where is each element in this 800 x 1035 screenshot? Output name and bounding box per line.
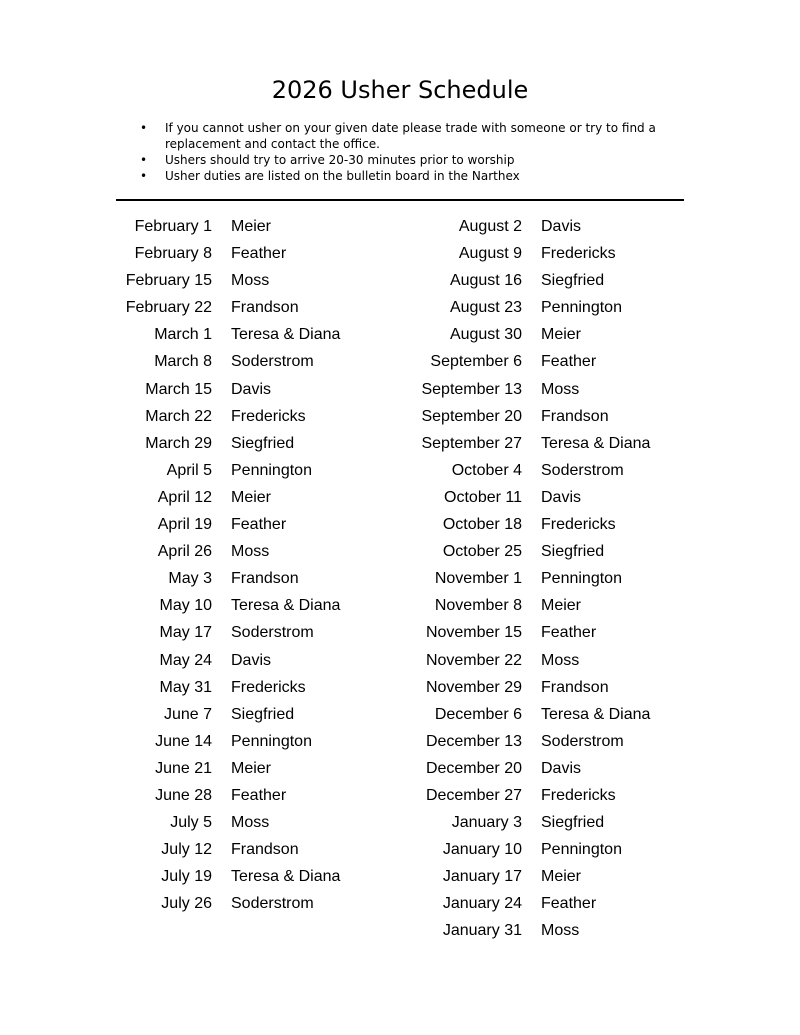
schedule-row (400, 890, 650, 917)
schedule-date: August 30 (449, 326, 522, 344)
schedule-row (400, 267, 650, 294)
usher-name: Siegfried (541, 272, 605, 290)
schedule-date: March 15 (145, 380, 212, 398)
usher-name: Soderstrom (231, 624, 314, 642)
usher-name: Pennington (231, 732, 312, 750)
schedule-row (400, 782, 650, 809)
schedule-row (100, 728, 340, 755)
schedule-row (100, 267, 340, 294)
usher-name: Moss (541, 380, 580, 398)
schedule-date: April 26 (157, 543, 212, 561)
schedule-date: November 8 (434, 597, 522, 615)
schedule-date: March 22 (145, 407, 212, 425)
divider (116, 199, 684, 201)
usher-name: Meier (541, 868, 582, 886)
page-title: 2026 Usher Schedule (271, 76, 529, 104)
schedule-date: January 24 (442, 895, 522, 913)
usher-name: Siegfried (231, 434, 295, 452)
schedule-row (400, 430, 650, 457)
schedule-date: August 16 (449, 272, 522, 290)
schedule-date: July 12 (161, 841, 212, 859)
schedule-row (100, 647, 340, 674)
instruction-item: • Ushers should try to arrive 20-30 minutes prior to worship (116, 152, 676, 168)
schedule-date: June 21 (155, 759, 212, 777)
schedule-date: May 3 (168, 570, 212, 588)
schedule-row (100, 674, 340, 701)
schedule-date: July 19 (161, 868, 212, 886)
schedule-row (400, 213, 650, 240)
usher-name: Meier (541, 326, 582, 344)
schedule-row (100, 755, 340, 782)
schedule-date: July 26 (161, 895, 212, 913)
schedule-row (400, 674, 650, 701)
schedule-date: October 11 (444, 488, 522, 506)
schedule-date: August 23 (449, 299, 522, 317)
usher-name: Davis (541, 488, 582, 506)
schedule-date: October 25 (442, 543, 522, 561)
schedule-date: September 13 (421, 380, 522, 398)
schedule-date: March 29 (145, 434, 212, 452)
usher-name: Pennington (541, 299, 622, 317)
usher-name: Soderstrom (541, 461, 624, 479)
usher-name: Siegfried (541, 543, 605, 561)
usher-name: Feather (541, 353, 597, 371)
schedule-date: May 24 (159, 651, 212, 669)
schedule-date: February 1 (134, 218, 212, 235)
usher-name: Moss (541, 922, 580, 940)
schedule-row (400, 511, 650, 538)
usher-name: Frandson (231, 570, 299, 588)
schedule-date: December 13 (425, 732, 522, 750)
schedule-date: September 27 (421, 434, 522, 452)
schedule-row (100, 701, 340, 728)
schedule-row (400, 538, 650, 565)
schedule-row (100, 294, 340, 321)
schedule-date: August 2 (458, 218, 522, 235)
instructions-list (116, 120, 676, 184)
schedule-date: July 5 (170, 814, 212, 832)
schedule-date: June 7 (163, 705, 212, 723)
schedule-date: January 31 (442, 922, 522, 940)
schedule-row (100, 890, 340, 917)
schedule-row (400, 457, 650, 484)
usher-name: Moss (541, 651, 580, 669)
usher-name: Frandson (541, 678, 609, 696)
schedule-date: April 19 (157, 516, 212, 534)
usher-name: Feather (541, 624, 597, 642)
schedule-row (100, 809, 340, 836)
schedule-date: November 1 (434, 570, 522, 588)
instruction-item: • Usher duties are listed on the bulletin board in the Narthex (116, 168, 676, 184)
usher-name: Davis (231, 380, 272, 398)
usher-name: Soderstrom (231, 353, 314, 371)
schedule-row (100, 511, 340, 538)
schedule-row (100, 321, 340, 348)
schedule-row (400, 565, 650, 592)
schedule-date: December 6 (434, 705, 522, 723)
usher-name: Feather (231, 786, 287, 804)
schedule-row (100, 836, 340, 863)
schedule-date: June 14 (155, 732, 212, 750)
usher-name: Meier (231, 488, 272, 506)
usher-name: Pennington (231, 461, 312, 479)
usher-name: Davis (231, 651, 272, 669)
schedule-row (400, 701, 650, 728)
schedule-row (400, 592, 650, 619)
schedule-row (400, 403, 650, 430)
schedule-row (100, 457, 340, 484)
usher-name: Fredericks (541, 786, 616, 804)
schedule-row (400, 647, 650, 674)
usher-name: Davis (541, 759, 582, 777)
schedule-date: May 17 (159, 624, 212, 642)
usher-name: Teresa & Diana (231, 597, 341, 615)
usher-name: Soderstrom (231, 895, 314, 913)
schedule-date: August 9 (458, 245, 522, 263)
schedule-date: February 8 (134, 245, 212, 263)
schedule-date: March 1 (154, 326, 212, 344)
schedule-date: November 15 (425, 624, 522, 642)
schedule-date: January 3 (451, 814, 522, 832)
schedule-row (400, 836, 650, 863)
schedule-row (100, 538, 340, 565)
usher-name: Frandson (231, 841, 299, 859)
schedule-column-left (100, 213, 340, 917)
schedule-date: September 20 (421, 407, 522, 425)
usher-name: Pennington (541, 841, 622, 859)
schedule-date: November 22 (425, 651, 522, 669)
schedule-row (400, 294, 650, 321)
usher-name: Fredericks (231, 678, 306, 696)
schedule-date: May 31 (159, 678, 212, 696)
schedule-row (100, 348, 340, 375)
schedule-date: September 6 (430, 353, 522, 371)
schedule-date: November 29 (425, 678, 522, 696)
schedule-row (100, 213, 340, 240)
usher-name: Meier (541, 597, 582, 615)
schedule-date: February 22 (125, 299, 212, 317)
schedule-date: December 20 (425, 759, 522, 777)
usher-name: Siegfried (541, 814, 605, 832)
usher-name: Fredericks (541, 245, 616, 263)
schedule-date: June 28 (155, 786, 212, 804)
schedule-row (400, 321, 650, 348)
schedule-row (400, 917, 650, 944)
usher-name: Soderstrom (541, 732, 624, 750)
schedule-row (100, 484, 340, 511)
schedule-row (400, 863, 650, 890)
schedule-row (100, 376, 340, 403)
schedule-date: October 4 (451, 461, 522, 479)
usher-name: Moss (231, 272, 270, 290)
usher-name: Teresa & Diana (231, 868, 341, 886)
schedule-row (100, 619, 340, 646)
schedule-date: April 5 (166, 461, 212, 479)
usher-name: Davis (541, 218, 582, 235)
usher-name: Feather (231, 245, 287, 263)
schedule-date: October 18 (442, 516, 522, 534)
schedule-date: March 8 (154, 353, 212, 371)
schedule-row (400, 240, 650, 267)
schedule-row (100, 403, 340, 430)
schedule-row (100, 240, 340, 267)
usher-name: Teresa & Diana (541, 705, 651, 723)
schedule-row (400, 484, 650, 511)
usher-name: Feather (541, 895, 597, 913)
usher-name: Meier (231, 218, 272, 235)
schedule-row (400, 376, 650, 403)
schedule-date: February 15 (125, 272, 212, 290)
schedule-row (400, 809, 650, 836)
schedule-row (100, 863, 340, 890)
schedule-row (100, 782, 340, 809)
schedule-row (100, 430, 340, 457)
usher-name: Teresa & Diana (231, 326, 341, 344)
usher-name: Pennington (541, 570, 622, 588)
usher-name: Siegfried (231, 705, 295, 723)
schedule-column-right (400, 213, 650, 945)
usher-name: Meier (231, 759, 272, 777)
schedule-date: May 10 (159, 597, 212, 615)
schedule-date: April 12 (157, 488, 212, 506)
usher-name: Moss (231, 814, 270, 832)
schedule-row (400, 619, 650, 646)
schedule-row (400, 348, 650, 375)
schedule-row (100, 592, 340, 619)
schedule-row (100, 565, 340, 592)
schedule-row (400, 755, 650, 782)
schedule-date: January 10 (442, 841, 522, 859)
schedule-date: January 17 (442, 868, 522, 886)
usher-name: Feather (231, 516, 287, 534)
schedule-date: December 27 (425, 786, 522, 804)
instruction-item: • If you cannot usher on your given date please trade with someone or try to find a replacement and contact the office. (116, 120, 676, 152)
usher-name: Fredericks (541, 516, 616, 534)
usher-name: Moss (231, 543, 270, 561)
schedule-row (400, 728, 650, 755)
usher-name: Frandson (231, 299, 299, 317)
usher-name: Frandson (541, 407, 609, 425)
usher-name: Teresa & Diana (541, 434, 651, 452)
usher-name: Fredericks (231, 407, 306, 425)
